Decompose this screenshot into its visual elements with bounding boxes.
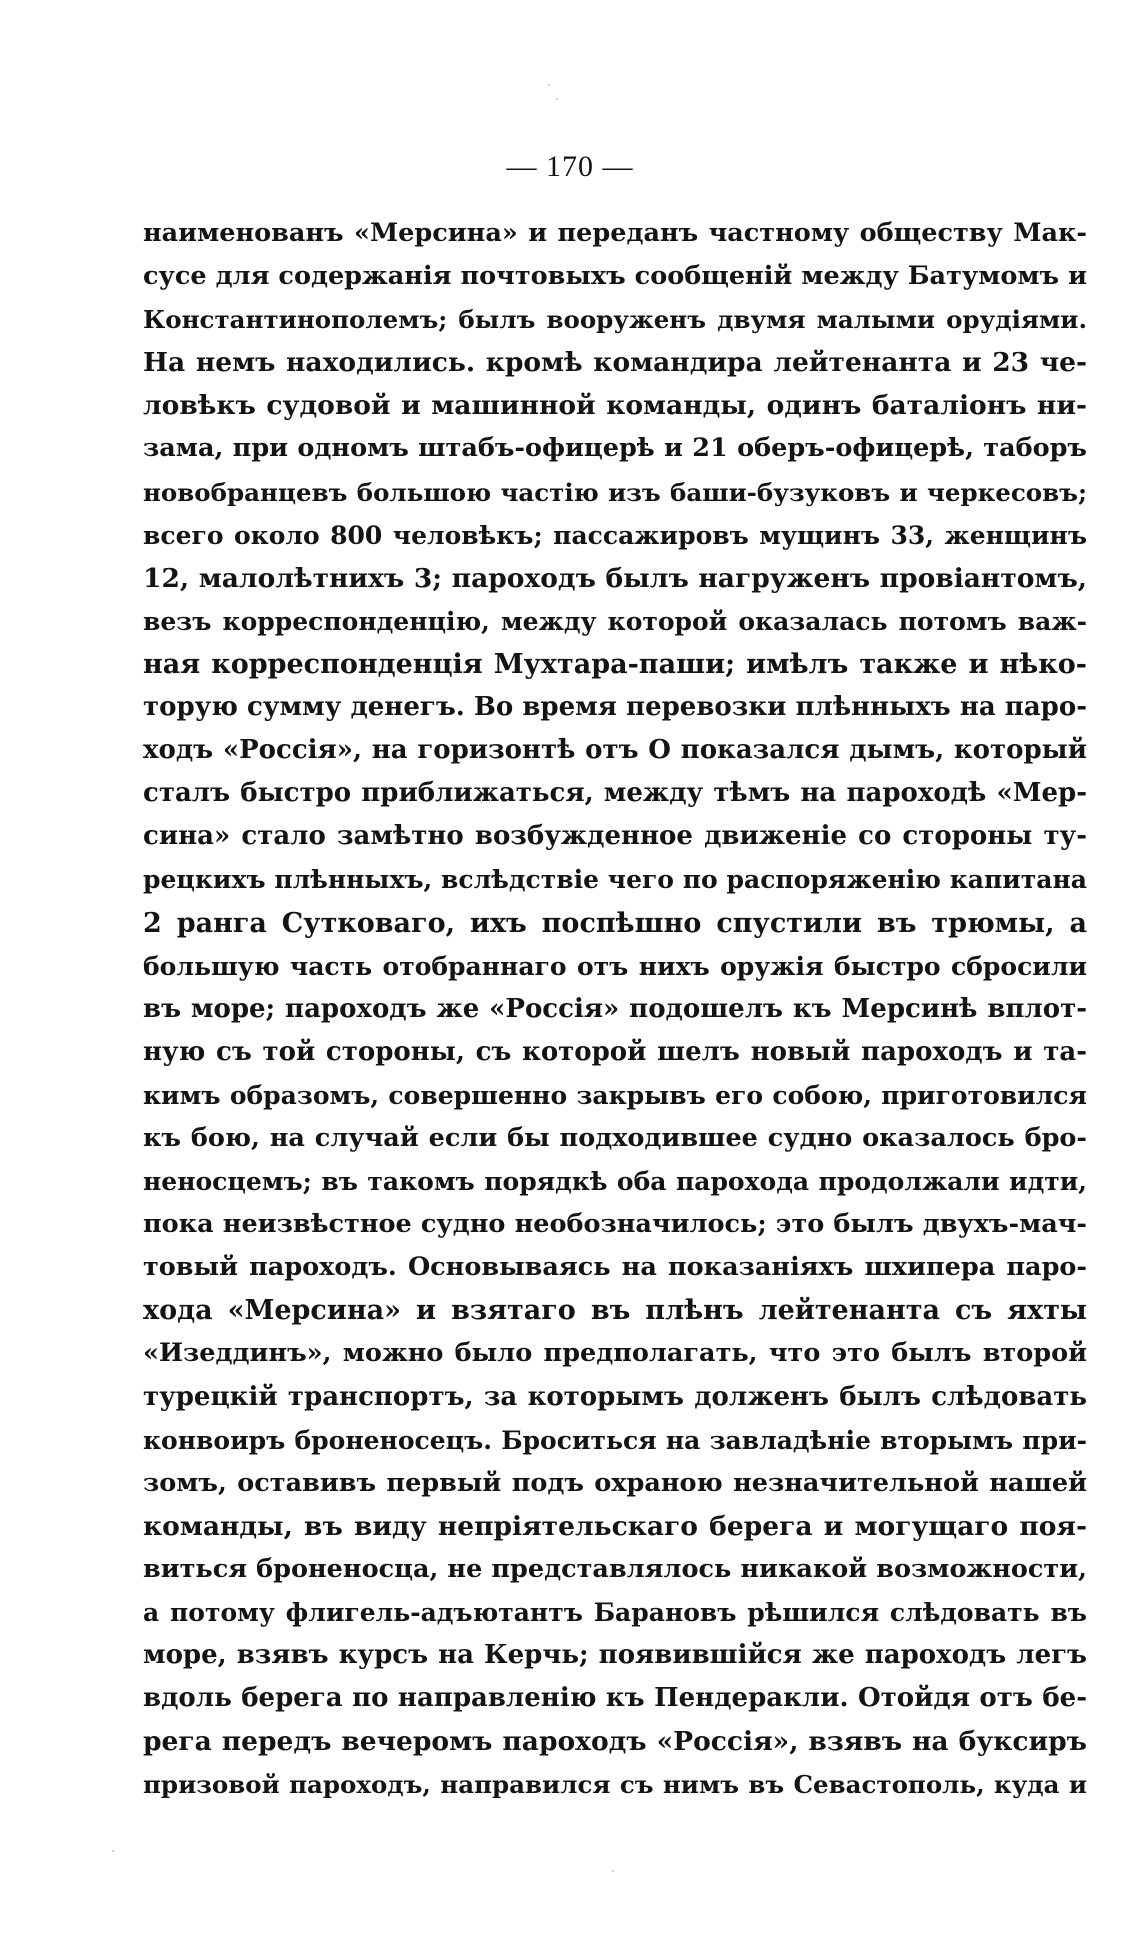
text-line: 12, малолѣтнихъ 3; пароходъ былъ нагруженъ провіантомъ, [143,562,1087,594]
text-line: турецкій транспортъ, за которымъ долженъ былъ слѣдовать [143,1381,1087,1412]
text-line: кимъ образомъ, совершенно закрывъ его собою, приготовился [143,1080,1087,1110]
text-line: сталъ быстро приближаться, между тѣмъ на пароходѣ «Мер- [143,778,1087,809]
text-line: неносцемъ; въ такомъ порядкѣ оба парохода продолжали идти, [143,1167,1087,1197]
text-line: море, взявъ курсъ на Керчь; появившійся же пароходъ легъ [143,1640,1087,1671]
text-line: ную съ той стороны, съ которой шелъ новый пароходъ и та- [143,1036,1087,1067]
body-text [143,212,1087,1806]
text-line: ная корреспонденція Мухтара-паши; имѣлъ также и нѣко- [143,648,1087,680]
paper-speck [612,1870,614,1872]
text-line: пока неизвѣстное судно необозначилось; это былъ двухъ-мач- [143,1209,1087,1240]
text-line: 2 ранга Сутковаго, ихъ поспѣшно спустили въ трюмы, а [143,907,1087,939]
text-line: ловѣкъ судовой и машинной команды, одинъ баталіонъ ни- [143,390,1087,422]
text-line: призовой пароходъ, направился съ нимъ въ Севастополь, куда и [143,1770,1087,1800]
paper-speck [112,1850,114,1852]
text-line: къ бою, на случай если бы подходившее судно оказалось бро- [143,1122,1087,1153]
text-line: сина» стало замѣтно возбужденное движеніе со стороны ту- [143,821,1087,852]
text-line: большую часть отобраннаго отъ нихъ оружія быстро сбросили [143,951,1087,981]
text-line: товый пароходъ. Основываясь на показаніяхъ шхипера паро- [143,1252,1087,1283]
text-line: команды, въ виду непріятельскаго берега и могущаго поя- [143,1510,1087,1542]
text-line: ходъ «Россія», на горизонтѣ отъ О показался дымъ, который [143,735,1087,766]
text-line: «Изеддинъ», можно было предполагать, что это былъ второй [143,1338,1087,1369]
text-line: Константинополемъ; былъ вооруженъ двумя малыми орудіями. [143,305,1087,335]
text-line: торую сумму денегъ. Во время перевозки плѣнныхъ на паро- [143,692,1087,723]
text-line: новобранцевъ большою частію изъ баши-бузуковъ и черкесовъ; [143,477,1087,507]
text-line: хода «Мерсина» и взятаго въ плѣнъ лейтенанта съ яхты [143,1295,1087,1327]
text-line: вдоль берега по направленію къ Пендеракли. Отойдя отъ бе- [143,1683,1087,1714]
text-line: рега передъ вечеромъ пароходъ «Россія», взявъ на буксиръ [143,1726,1087,1758]
text-line: виться броненосца, не представлялось никакой возможности, [143,1553,1087,1584]
text-line: зомъ, оставивъ первый подъ охраною незначительной нашей [143,1467,1087,1498]
paper-speck [556,98,558,100]
text-line: рецкихъ плѣнныхъ, вслѣдствіе чего по распоряженію капитана [143,865,1087,895]
text-line: везъ корреспонденцію, между которой оказалась потомъ важ- [143,606,1087,636]
text-line: сусе для содержанія почтовыхъ сообщеній между Батумомъ и [143,261,1087,292]
text-line: наименованъ «Мерсина» и переданъ частному обществу Мак- [143,218,1087,248]
text-line: конвоиръ броненосецъ. Броситься на завладѣніе вторымъ при- [143,1425,1087,1455]
text-line: На немъ находились. кромѣ командира лейтенанта и 23 че- [143,347,1087,379]
text-line: въ море; пароходъ же «Россія» подошелъ къ Мерсинѣ вплот- [143,993,1087,1024]
paper-speck [548,84,550,86]
text-line: зама, при одномъ штабъ-офицерѣ и 21 оберъ-офицерѣ, таборъ [143,433,1087,464]
page-number: — 170 — [506,150,634,183]
text-line: всего около 800 человѣкъ; пассажировъ мущинъ 33, женщинъ [143,520,1087,550]
text-line: а потому флигель-адъютантъ Барановъ рѣшился слѣдовать въ [143,1598,1087,1627]
